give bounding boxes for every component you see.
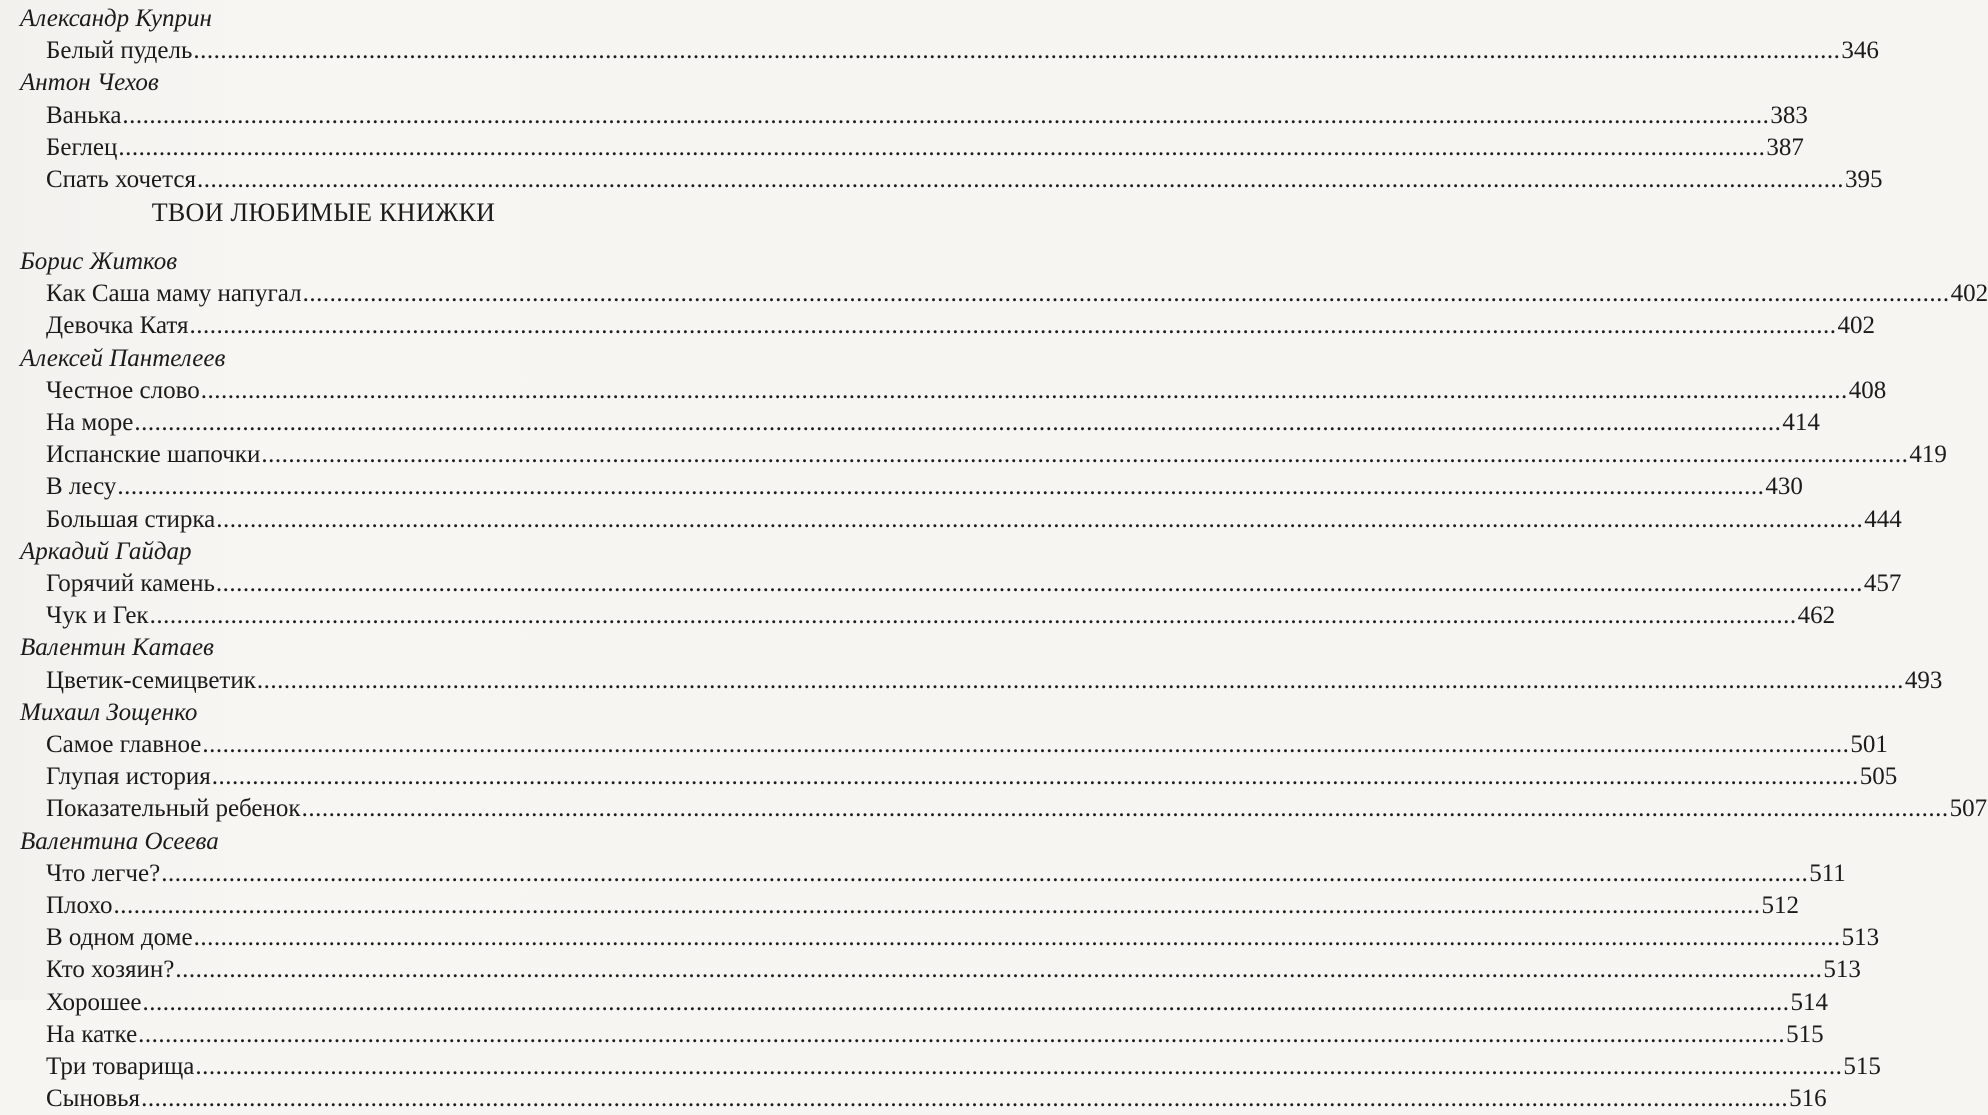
toc-entry bbox=[46, 503, 1902, 536]
entry-title: В лесу bbox=[46, 473, 117, 501]
page-number: 505 bbox=[1859, 763, 1898, 791]
page-number: 515 bbox=[1843, 1053, 1881, 1080]
toc-entry bbox=[46, 131, 1804, 164]
page-number: 419 bbox=[1909, 441, 1947, 469]
page-number: 430 bbox=[1765, 473, 1803, 501]
toc-entry bbox=[46, 309, 1876, 342]
dot-leader bbox=[216, 503, 1863, 536]
page-number: 513 bbox=[1823, 956, 1861, 984]
author-name: Михаил Зощенко bbox=[20, 698, 198, 726]
page-number: 462 bbox=[1797, 602, 1836, 630]
entry-title: Спать хочется bbox=[46, 166, 196, 193]
author-name: Аркадий Гайдар bbox=[20, 537, 192, 565]
dot-leader bbox=[194, 921, 1841, 954]
dot-leader bbox=[195, 1050, 1842, 1083]
page-number: 512 bbox=[1761, 892, 1799, 919]
page-number: 395 bbox=[1844, 166, 1883, 193]
author-name: Алексей Пантелеев bbox=[20, 344, 226, 372]
entry-title: Испанские шапочки bbox=[46, 441, 261, 469]
dot-leader bbox=[175, 953, 1822, 986]
page-number: 383 bbox=[1770, 101, 1808, 129]
dot-leader bbox=[113, 889, 1760, 922]
dot-leader bbox=[150, 599, 1797, 632]
toc-entry bbox=[46, 728, 1888, 761]
entry-title: Девочка Катя bbox=[46, 312, 189, 340]
dot-leader bbox=[141, 1082, 1788, 1115]
section-title: ТВОИ ЛЮБИМЫЕ КНИЖКИ bbox=[151, 198, 496, 227]
dot-leader bbox=[212, 760, 1859, 793]
entry-title: Большая стирка bbox=[46, 505, 216, 533]
entry-title: Кто хозяин? bbox=[46, 956, 175, 984]
author-name: Антон Чехов bbox=[20, 69, 159, 97]
toc-entry bbox=[46, 889, 1799, 922]
entry-title: Горячий камень bbox=[46, 570, 215, 597]
entry-title: Глупая история bbox=[46, 763, 211, 791]
toc-entry bbox=[46, 470, 1803, 503]
entry-title: Чук и Гек bbox=[46, 602, 149, 630]
dot-leader bbox=[142, 986, 1789, 1019]
page-number: 511 bbox=[1809, 859, 1846, 887]
dot-leader bbox=[117, 470, 1764, 503]
toc-entry bbox=[46, 1018, 1824, 1051]
toc-entry bbox=[46, 953, 1861, 986]
entry-title: Цветик-семицветик bbox=[46, 666, 256, 694]
entry-title: Хорошее bbox=[46, 988, 142, 1016]
dot-leader bbox=[193, 34, 1840, 67]
page-number: 516 bbox=[1789, 1085, 1827, 1113]
entry-title: В одном доме bbox=[46, 924, 193, 952]
dot-leader bbox=[257, 664, 1904, 697]
page-number: 507 bbox=[1949, 795, 1988, 823]
toc-entry bbox=[46, 792, 1988, 825]
toc-entry bbox=[46, 406, 1820, 439]
page-number: 408 bbox=[1848, 376, 1887, 404]
dot-leader bbox=[134, 406, 1781, 439]
page-number: 513 bbox=[1841, 924, 1880, 952]
toc-entry bbox=[46, 921, 1880, 954]
page-number: 402 bbox=[1837, 312, 1876, 340]
toc-entry bbox=[46, 34, 1879, 67]
toc-entry bbox=[46, 277, 1988, 310]
page-number: 493 bbox=[1904, 666, 1943, 694]
toc-entry bbox=[46, 986, 1828, 1019]
entry-title: Честное слово bbox=[46, 376, 200, 404]
toc-entry bbox=[46, 857, 1846, 890]
toc-entry bbox=[46, 163, 1883, 196]
toc-entry bbox=[46, 599, 1836, 632]
page-number: 501 bbox=[1850, 731, 1888, 758]
page-number: 346 bbox=[1841, 37, 1879, 65]
dot-leader bbox=[201, 374, 1848, 407]
page-number: 387 bbox=[1766, 133, 1804, 161]
dot-leader bbox=[138, 1018, 1785, 1051]
entry-title: Три товарища bbox=[46, 1053, 195, 1080]
toc-entry bbox=[46, 374, 1887, 407]
page-number: 457 bbox=[1863, 570, 1902, 597]
toc-entry bbox=[46, 1082, 1827, 1115]
toc-entry bbox=[46, 1050, 1881, 1083]
toc-entry bbox=[46, 99, 1808, 132]
author-name: Александр Куприн bbox=[20, 5, 212, 32]
page-number: 514 bbox=[1790, 988, 1828, 1016]
toc-entry bbox=[46, 567, 1902, 600]
dot-leader bbox=[303, 277, 1950, 310]
page-number: 414 bbox=[1782, 409, 1820, 436]
dot-leader bbox=[118, 131, 1765, 164]
entry-title: Что легче? bbox=[46, 859, 161, 887]
dot-leader bbox=[202, 728, 1849, 761]
entry-title: Показательный ребенок bbox=[46, 795, 301, 823]
entry-title: Сыновья bbox=[46, 1085, 141, 1113]
author-name: Валентина Осеева bbox=[20, 827, 219, 855]
author-name: Валентин Катаев bbox=[20, 634, 214, 662]
dot-leader bbox=[197, 163, 1844, 196]
author-name: Борис Житков bbox=[20, 248, 178, 275]
dot-leader bbox=[122, 99, 1769, 132]
page-number: 515 bbox=[1786, 1020, 1824, 1048]
toc-entry bbox=[46, 760, 1898, 793]
dot-leader bbox=[261, 438, 1908, 471]
toc-entry bbox=[46, 438, 1947, 471]
entry-title: Как Саша маму напугал bbox=[46, 280, 302, 308]
dot-leader bbox=[216, 567, 1863, 600]
page-number: 444 bbox=[1864, 505, 1902, 533]
entry-title: Самое главное bbox=[46, 731, 202, 758]
entry-title: Беглец bbox=[46, 133, 118, 161]
page-number: 402 bbox=[1950, 280, 1988, 308]
dot-leader bbox=[190, 309, 1837, 342]
entry-title: На море bbox=[46, 409, 134, 436]
dot-leader bbox=[161, 857, 1808, 890]
dot-leader bbox=[302, 792, 1949, 825]
entry-title: На катке bbox=[46, 1020, 138, 1048]
toc-entry bbox=[46, 664, 1943, 697]
entry-title: Белый пудель bbox=[46, 37, 193, 65]
entry-title: Плохо bbox=[46, 892, 113, 919]
entry-title: Ванька bbox=[46, 101, 122, 129]
